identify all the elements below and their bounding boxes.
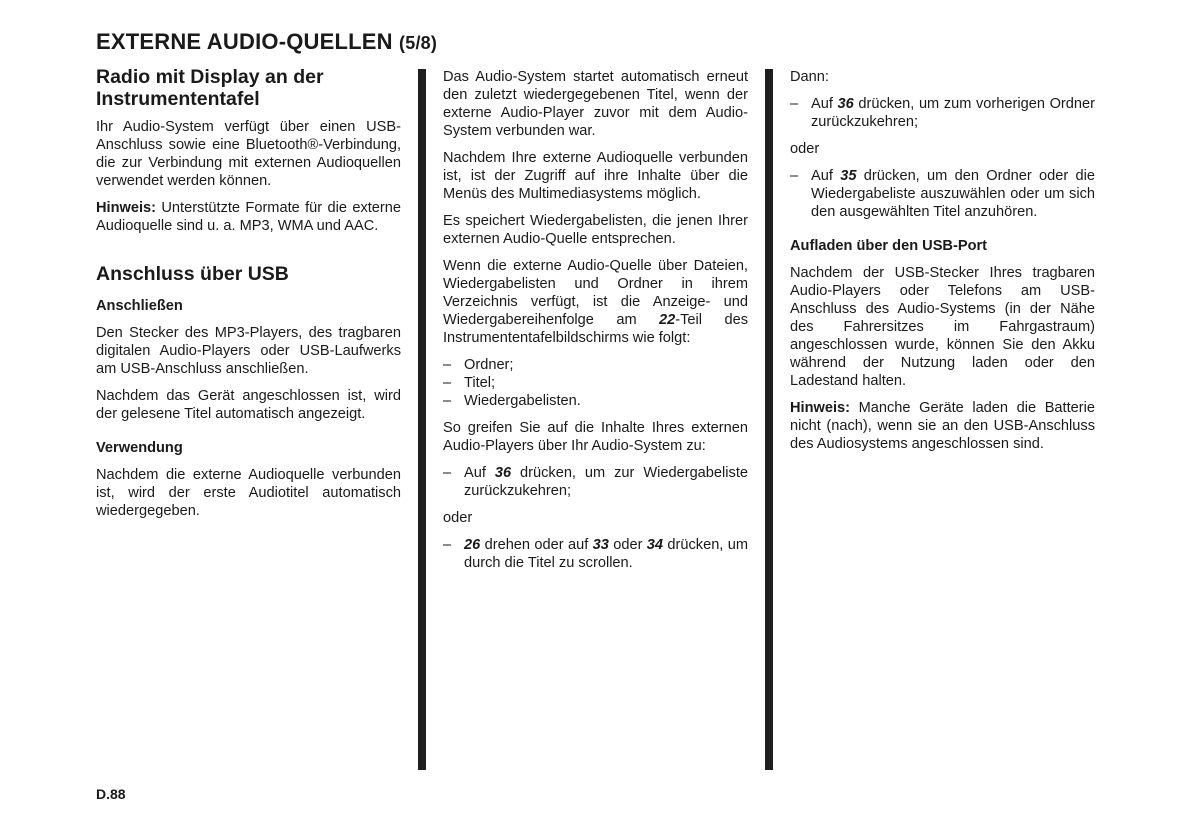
step-list bbox=[443, 536, 748, 572]
order-list bbox=[443, 356, 748, 410]
paragraph-access-howto: So greifen Sie auf die Inhalte Ihres externen Audio-Players über Ihr Audio-System zu: bbox=[443, 420, 748, 454]
list-item bbox=[790, 95, 1095, 131]
list-item bbox=[790, 167, 1095, 221]
page-number: D.88 bbox=[96, 786, 126, 802]
paragraph-playlists: Es speichert Wiedergabelisten, die jenen Ihrer externen Audio-Quelle entsprechen. bbox=[443, 213, 748, 247]
text-part: -Teil des Instrumententafelbildschirms wie folgt: bbox=[443, 312, 748, 346]
ref-number: 36 bbox=[494, 465, 512, 481]
list-item: – Wiedergabelisten. bbox=[443, 392, 748, 410]
text-part: oder bbox=[608, 537, 647, 553]
ref-number: 33 bbox=[592, 537, 609, 553]
text-part: Auf bbox=[464, 465, 495, 481]
list-item bbox=[443, 536, 748, 572]
text-part: drücken, um zum vorherigen Ordner zurückzukehren; bbox=[811, 96, 1095, 130]
paragraph-usage: Nachdem die externe Audioquelle verbunden ist, wird der erste Audiotitel automatisch wiedergegeben. bbox=[96, 467, 401, 519]
ref-number: 22 bbox=[659, 312, 676, 328]
or-separator: oder bbox=[443, 510, 473, 526]
or-separator: oder bbox=[790, 141, 820, 157]
ref-number: 36 bbox=[837, 96, 854, 112]
column-divider-right bbox=[765, 69, 773, 770]
page-title-suffix: (5/8) bbox=[399, 33, 438, 53]
list-item bbox=[443, 464, 748, 500]
page-title-text: EXTERNE AUDIO-QUELLEN bbox=[96, 29, 393, 54]
paragraph-then: Dann: bbox=[790, 69, 829, 85]
column-divider-left bbox=[418, 69, 426, 770]
paragraph-plug: Den Stecker des MP3-Players, des tragbaren digitalen Audio-Players oder USB-Laufwerks am USB-Anschluss anschließen. bbox=[96, 325, 401, 377]
note-charging bbox=[790, 399, 1095, 453]
heading-radio-display: Radio mit Display an der Instrumententafel bbox=[96, 66, 324, 110]
ref-number: 26 bbox=[464, 537, 481, 553]
column-left bbox=[96, 66, 401, 529]
paragraph-autostart: Das Audio-System startet automatisch erneut den zuletzt wiedergegebenen Titel, wenn der externe Audio-Player zuvor mit dem Audio-System verbunden war. bbox=[443, 69, 748, 139]
step-list bbox=[790, 95, 1095, 131]
note-text: Unterstützte Formate für die externe Audioquelle sind u. a. MP3, WMA und AAC. bbox=[96, 200, 401, 234]
subheading-connect: Anschließen bbox=[96, 298, 183, 314]
text-part: drücken, um den Ordner oder die Wiedergabeliste auszuwählen oder um sich den ausgewählten Titel anzuhören. bbox=[811, 168, 1095, 220]
text-part: drücken, um durch die Titel zu scrollen. bbox=[464, 537, 749, 571]
note-formats bbox=[96, 199, 401, 235]
paragraph-display-order bbox=[443, 257, 748, 347]
text-part: Auf bbox=[811, 168, 841, 184]
paragraph-after-connect: Nachdem das Gerät angeschlossen ist, wird der gelesene Titel automatisch angezeigt. bbox=[96, 388, 401, 422]
ref-number: 34 bbox=[646, 537, 664, 553]
list-item: – Titel; bbox=[443, 374, 748, 392]
text-part: Auf bbox=[811, 96, 838, 112]
step-list bbox=[790, 167, 1095, 221]
heading-usb-connection: Anschluss über USB bbox=[96, 263, 289, 285]
list-item: – Ordner; bbox=[443, 356, 748, 374]
subheading-usage: Verwendung bbox=[96, 440, 183, 456]
note-label: Hinweis: bbox=[790, 400, 851, 416]
text-part: Wenn die externe Audio-Quelle über Dateien, Wiedergabelisten und Ordner in ihrem Verzeichnis verfügt, ist die Anzeige- und Wiedergabereihenfolge am bbox=[443, 258, 748, 328]
column-right bbox=[790, 68, 1095, 462]
paragraph-charging: Nachdem der USB-Stecker Ihres tragbaren Audio-Players oder Telefons am USB-Anschluss des Audio-Systems (in der Nähe des Fahrersitzes im Fahrgastraum) angeschlossen wurde, können Sie den Akku während der Nutzung laden oder den Ladestand halten. bbox=[790, 265, 1095, 389]
text-part: drehen oder auf bbox=[480, 537, 593, 553]
text-part: drücken, um zur Wiedergabeliste zurückzukehren; bbox=[464, 465, 748, 499]
paragraph-access: Nachdem Ihre externe Audioquelle verbunden ist, ist der Zugriff auf ihre Inhalte über die Menüs des Multimediasystems möglich. bbox=[443, 150, 748, 202]
page-title bbox=[96, 29, 437, 55]
subheading-usb-charging: Aufladen über den USB-Port bbox=[790, 238, 988, 254]
column-middle bbox=[443, 68, 748, 581]
paragraph-intro: Ihr Audio-System verfügt über einen USB-Anschluss sowie eine Bluetooth®-Verbindung, die zur Verbindung mit externen Audioquellen verwendet werden können. bbox=[96, 119, 401, 189]
ref-number: 35 bbox=[840, 168, 857, 184]
step-list bbox=[443, 464, 748, 500]
note-text: Manche Geräte laden die Batterie nicht (nach), wenn sie an den USB-Anschluss des Audiosystems angeschlossen sind. bbox=[790, 400, 1095, 452]
note-label: Hinweis: bbox=[96, 200, 157, 216]
